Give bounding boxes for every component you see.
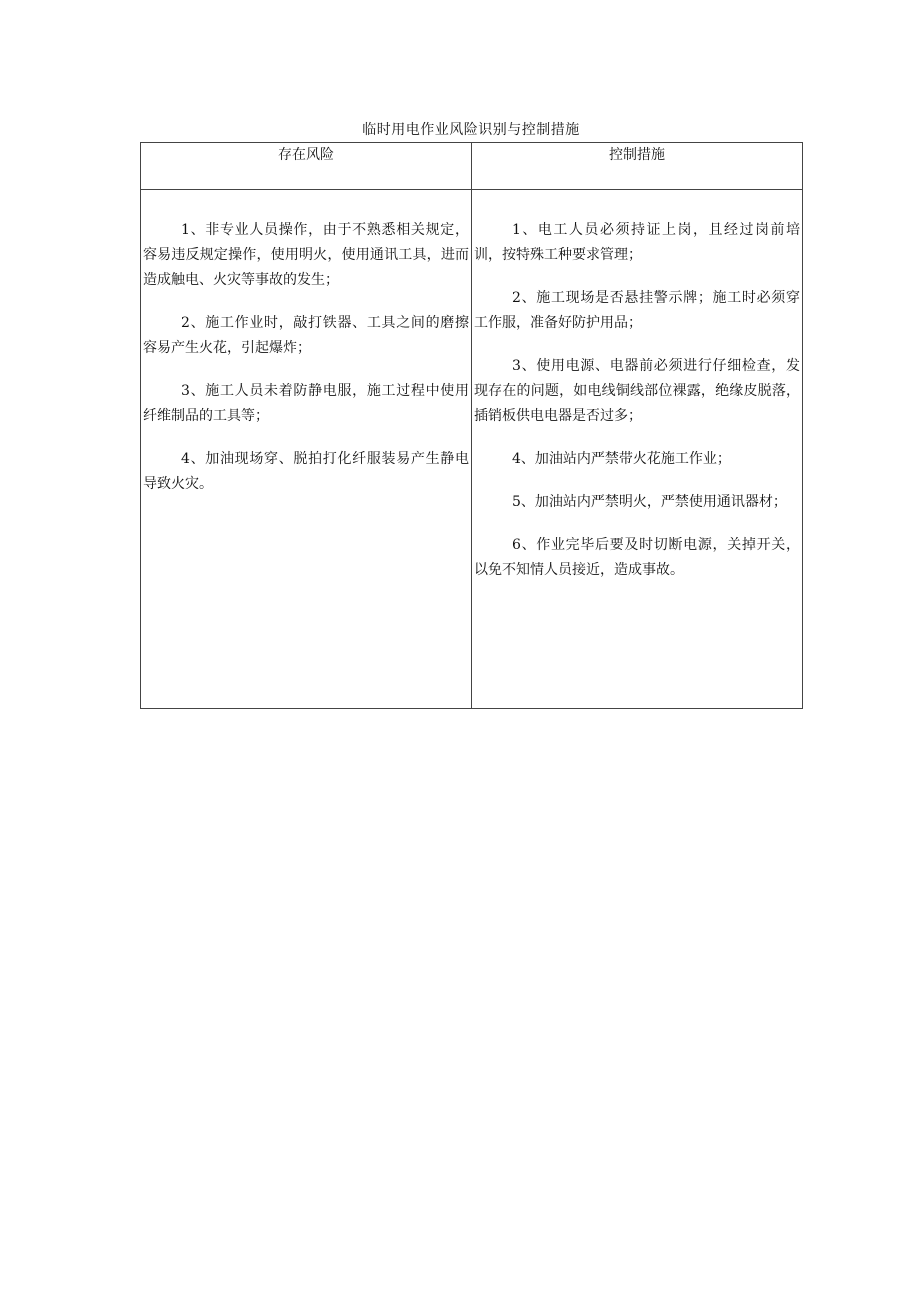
table-header-row [141,143,803,190]
risk-item: 1、非专业人员操作，由于不熟悉相关规定，容易违反规定操作，使用明火，使用通讯工具，进而造成触电、火灾等事故的发生； [143,222,469,288]
risk-item: 4、加油现场穿、脱拍打化纤服装易产生静电导致火灾。 [143,451,469,492]
control-item: 3、使用电源、电器前必须进行仔细检查，发现存在的问题，如电线铜线部位裸露，绝缘皮脱落，插销板供电电器是否过多； [474,358,800,424]
table-body-row [141,190,803,709]
header-risk: 存在风险 [141,143,472,190]
control-item: 1、电工人员必须持证上岗，且经过岗前培训，按特殊工种要求管理； [474,222,800,263]
risk-item: 2、施工作业时，敲打铁器、工具之间的磨擦容易产生火花，引起爆炸； [143,315,469,356]
control-item: 4、加油站内严禁带火花施工作业； [512,451,731,467]
header-control: 控制措施 [472,143,803,190]
control-item: 6、作业完毕后要及时切断电源，关掉开关，以免不知情人员接近，造成事故。 [474,537,800,578]
risk-control-table [140,142,803,709]
document-title: 临时用电作业风险识别与控制措施 [362,122,580,138]
risk-cell [141,190,472,709]
control-item: 2、施工现场是否悬挂警示牌；施工时必须穿工作服，准备好防护用品； [474,290,800,331]
control-item: 5、加油站内严禁明火，严禁使用通讯器材； [512,494,787,510]
risk-item: 3、施工人员未着防静电服，施工过程中使用纤维制品的工具等； [143,383,469,424]
control-cell [472,190,803,709]
